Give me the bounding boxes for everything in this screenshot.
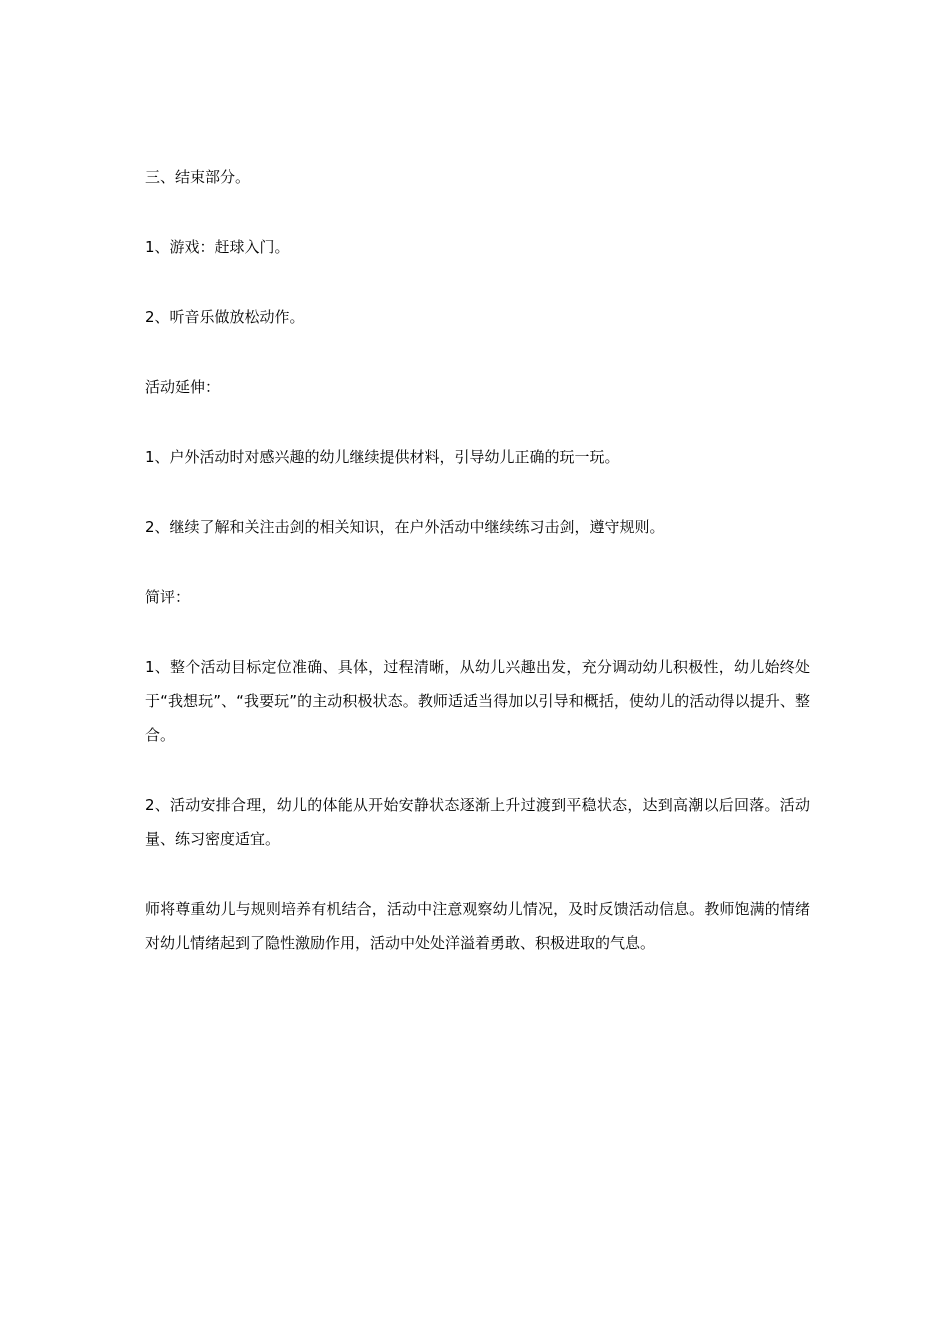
closing-paragraph: 师将尊重幼儿与规则培养有机结合，活动中注意观察幼儿情况，及时反馈活动信息。教师饱满的情绪对幼儿情绪起到了隐性激励作用，活动中处处洋溢着勇敢、积极进取的气息。 bbox=[145, 900, 810, 952]
section-heading-extension: 活动延伸： bbox=[145, 378, 221, 396]
list-item-extension-1: 1、户外活动时对感兴趣的幼儿继续提供材料，引导幼儿正确的玩一玩。 bbox=[145, 448, 620, 466]
section-heading-review: 简评： bbox=[145, 588, 191, 606]
list-item-review-1: 1、整个活动目标定位准确、具体，过程清晰，从幼儿兴趣出发，充分调动幼儿积极性，幼儿始终处于“我想玩”、“我要玩”的主动积极状态。教师适适当得加以引导和概括，使幼儿的活动得以提升、整合。 bbox=[145, 658, 810, 744]
section-heading-ending: 三、结束部分。 bbox=[145, 168, 251, 186]
list-item-relax: 2、听音乐做放松动作。 bbox=[145, 308, 305, 326]
list-item-game: 1、游戏：赶球入门。 bbox=[145, 238, 290, 256]
document-body bbox=[145, 160, 810, 996]
list-item-review-2: 2、活动安排合理，幼儿的体能从开始安静状态逐渐上升过渡到平稳状态，达到高潮以后回落。活动量、练习密度适宜。 bbox=[145, 796, 810, 848]
list-item-extension-2: 2、继续了解和关注击剑的相关知识，在户外活动中继续练习击剑，遵守规则。 bbox=[145, 518, 665, 536]
